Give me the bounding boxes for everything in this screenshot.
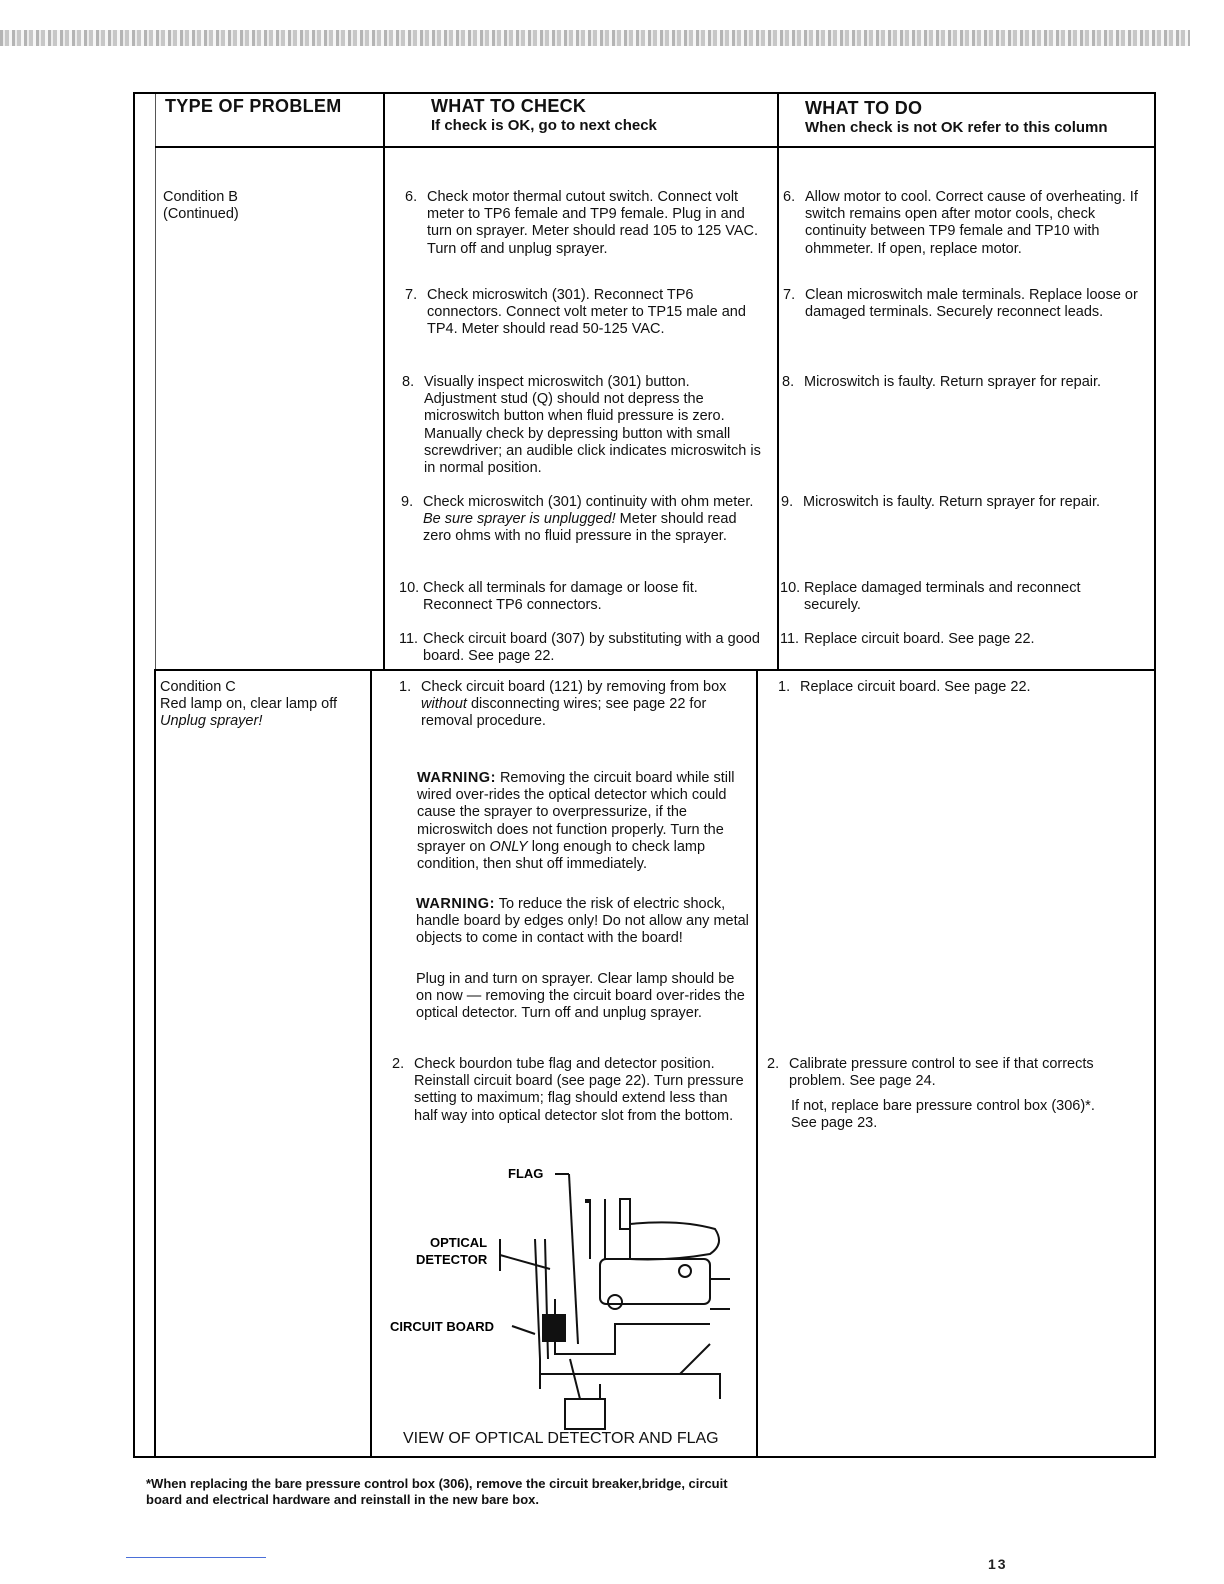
check-10-num: 10. xyxy=(399,580,420,596)
action-11-text: Replace circuit board. See page 22. xyxy=(804,631,1035,647)
check-6-text: Check motor thermal cutout switch. Connect volt meter to TP6 female and TP9 female. Plug in and turn on sprayer. Meter should read 105 to 125 VAC. Turn off and unplug sprayer. xyxy=(427,189,759,257)
warning-2-label: WARNING: xyxy=(416,896,495,912)
check-6-num: 6. xyxy=(405,189,418,205)
footnote: *When replacing the bare pressure control box (306), remove the circuit breaker,bridge, circuit board and electrical hardware and reinstall in the new bare box. xyxy=(146,1476,728,1507)
bracket-outline xyxy=(540,1344,710,1389)
check-8-text: Visually inspect microswitch (301) button. Adjustment stud (Q) should not depress the microswitch button when fluid pressure is zero. Manually check by depressing button with small screwdriver; an audible click indicates microswitch is in normal position. xyxy=(424,374,761,477)
action-10-text: Replace damaged terminals and reconnect securely. xyxy=(804,580,1081,614)
action-9-text: Microswitch is faulty. Return sprayer for repair. xyxy=(803,494,1101,510)
condition-b-line2: (Continued) xyxy=(163,206,239,222)
header-rule xyxy=(155,146,1154,148)
condition-c-line2: Red lamp on, clear lamp off xyxy=(160,696,338,712)
header-what-to-check xyxy=(431,96,657,134)
warning-2 xyxy=(416,896,751,948)
divider-col1-bottom xyxy=(370,669,372,1456)
flag-arm xyxy=(570,1359,600,1399)
divider-col2-top xyxy=(777,94,779,669)
header-col3-title: WHAT TO DO xyxy=(805,98,923,118)
action-11-num: 11. xyxy=(780,631,800,647)
divider-col0-bottom xyxy=(154,669,156,1456)
scan-artifact xyxy=(0,30,1190,46)
condition-c-line3: Unplug sprayer! xyxy=(160,713,263,729)
header-col1: TYPE OF PROBLEM xyxy=(165,96,342,116)
optical-detector-block xyxy=(542,1314,566,1342)
divider-col1-top xyxy=(383,94,385,669)
check-c1-text-italic: without xyxy=(421,696,467,713)
action-c2-note-text: If not, replace bare pressure control box (306)*. See page 23. xyxy=(791,1098,1095,1132)
condition-b-label xyxy=(163,189,373,223)
plug-in-text: Plug in and turn on sprayer. Clear lamp should be on now — removing the circuit board over-rides the optical detector. Turn off and unplug sprayer. xyxy=(416,971,745,1022)
check-8-num: 8. xyxy=(402,374,415,390)
action-9-num: 9. xyxy=(781,494,794,510)
base-plate xyxy=(680,1374,720,1399)
left-inner-rule xyxy=(155,94,156,669)
condition-rule xyxy=(154,669,1154,671)
plug-in-note xyxy=(416,971,751,1023)
action-7-text: Clean microswitch male terminals. Replace loose or damaged terminals. Securely reconnect leads. xyxy=(805,287,1138,321)
check-7-text: Check microswitch (301). Reconnect TP6 connectors. Connect volt meter to TP15 male and TP4. Meter should read 50-125 VAC. xyxy=(427,287,746,338)
label-detector: DETECTOR xyxy=(416,1252,488,1267)
check-7-num: 7. xyxy=(405,287,418,303)
check-c2-text: Check bourdon tube flag and detector position. Reinstall circuit board (see page 22). Turn pressure setting to maximum; flag should extend less than half way into optical detector slot from the bottom. xyxy=(414,1056,744,1124)
action-8-text: Microswitch is faulty. Return sprayer for repair. xyxy=(804,374,1102,390)
bourdon-tube-part xyxy=(590,1199,630,1259)
action-6-text: Allow motor to cool. Correct cause of overheating. If switch remains open after motor cools, check continuity between TP9 female and TP10 with ohmmeter. If open, replace motor. xyxy=(805,189,1138,257)
switch-terminals xyxy=(710,1279,730,1309)
circuit-board-outline xyxy=(555,1299,710,1354)
action-c2-num: 2. xyxy=(767,1056,780,1072)
label-circuit-board: CIRCUIT BOARD xyxy=(390,1319,494,1334)
check-9-text-b: Meter should read zero ohms with no fluid pressure in the sprayer. xyxy=(423,511,737,545)
diagram-caption: VIEW OF OPTICAL DETECTOR AND FLAG xyxy=(403,1430,719,1447)
condition-c-label xyxy=(160,679,370,730)
optical-pointer xyxy=(500,1255,550,1269)
check-c1-num: 1. xyxy=(399,679,412,695)
hand-shape xyxy=(630,1222,719,1259)
header-col2-sub: If check is OK, go to next check xyxy=(431,117,657,134)
check-c1-text-a: Check circuit board (121) by removing from box xyxy=(421,679,727,695)
header-col3-sub: When check is not OK refer to this column xyxy=(805,119,1108,136)
header-what-to-do xyxy=(805,98,1108,136)
action-8-num: 8. xyxy=(782,374,795,390)
warning-2-text: To reduce the risk of electric shock, handle board by edges only! Do not allow any metal objects to come in contact with the board! xyxy=(416,896,749,947)
warning-1-text-a: Removing the circuit board while still wired over-rides the optical detector which could cause the sprayer to overpressurize, if the microswitch does not function properly. Turn the sprayer on xyxy=(417,770,735,855)
label-optical: OPTICAL xyxy=(430,1235,488,1250)
check-10-text: Check all terminals for damage or loose fit. Reconnect TP6 connectors. xyxy=(423,580,698,614)
warning-1-text-b: long enough to check lamp condition, then shut off immediately. xyxy=(417,838,706,873)
check-9-text xyxy=(423,494,767,546)
action-7-num: 7. xyxy=(783,287,796,303)
condition-b-line1: Condition B xyxy=(163,189,238,205)
check-c1-text xyxy=(421,679,749,731)
action-c2-text: Calibrate pressure control to see if that corrects problem. See page 24. xyxy=(789,1056,1094,1090)
condition-c-line1: Condition C xyxy=(160,679,236,695)
check-11-num: 11. xyxy=(399,631,419,647)
label-flag: FLAG xyxy=(508,1166,544,1181)
header-type-of-problem xyxy=(165,96,342,117)
divider-col2-bottom xyxy=(756,669,758,1456)
microswitch-screw-1 xyxy=(679,1265,691,1277)
check-c2-num: 2. xyxy=(392,1056,405,1072)
page-number: 13 xyxy=(988,1556,1008,1572)
header-col2-title: WHAT TO CHECK xyxy=(431,96,587,116)
base-block xyxy=(565,1399,605,1429)
microswitch-body xyxy=(600,1259,710,1304)
check-c1-text-b: disconnecting wires; see page 22 for removal procedure. xyxy=(421,696,707,730)
optical-detector-diagram xyxy=(380,1159,750,1444)
action-c1-text: Replace circuit board. See page 22. xyxy=(800,679,1031,695)
troubleshooting-table xyxy=(133,92,1156,1458)
bottom-rule xyxy=(126,1557,266,1558)
microswitch-screw-2 xyxy=(608,1295,622,1309)
action-6-num: 6. xyxy=(783,189,796,205)
warning-1-text-italic: ONLY xyxy=(489,838,528,855)
action-c1-num: 1. xyxy=(778,679,791,695)
check-9-text-a: Check microswitch (301) continuity with ohm meter. xyxy=(423,494,754,510)
flag-pointer xyxy=(569,1174,578,1344)
tube-cap xyxy=(585,1199,591,1203)
check-9-num: 9. xyxy=(401,494,414,510)
check-9-text-italic: Be sure sprayer is unplugged! xyxy=(423,511,616,528)
check-11-text: Check circuit board (307) by substituting with a good board. See page 22. xyxy=(423,631,760,665)
warning-1-label: WARNING: xyxy=(417,770,496,786)
action-c2-note xyxy=(791,1098,1111,1132)
action-10-num: 10. xyxy=(780,580,801,596)
circuit-pointer xyxy=(512,1326,535,1334)
warning-1 xyxy=(417,770,752,873)
